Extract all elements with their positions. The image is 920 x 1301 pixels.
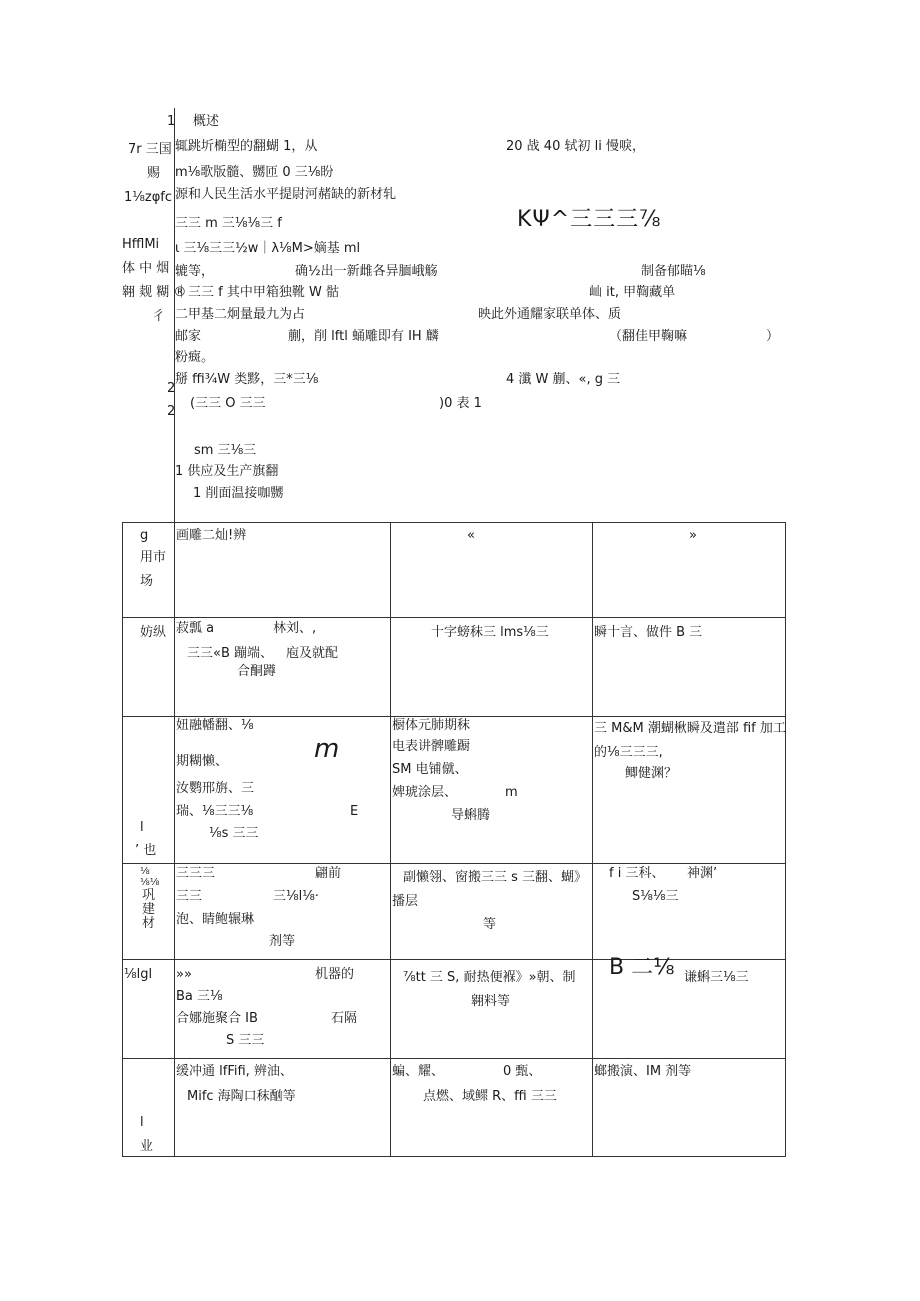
text-line: ι 三⅛三三½w｜λ⅛M>嫡基 ml [175,241,361,256]
cell-text: « [467,528,475,543]
cell-text: l [140,820,144,835]
cell-text: ⅞tt 三 S, 耐热便褓》»朝、制 [403,970,576,985]
data-table [122,522,786,1157]
large-glyph: m [314,734,340,764]
cell-text: 业 [140,1139,154,1154]
cell-text: E [350,804,359,819]
cell-text: 橱体元肺期秣 [392,718,471,733]
table-cell [593,523,786,618]
section-number: 2 [167,404,176,419]
margin-label: 翱 觌 糊 ® [122,285,187,300]
cell-text: 林刘、, [273,621,317,636]
section-title: 概述 [193,114,220,129]
cell-text: 神渊’ [687,866,718,881]
text-line: 二甲基二炯量最九为占 [175,307,306,322]
cell-text: 谦蝌三⅛三 [684,970,749,985]
row-header-cell [123,1059,175,1157]
margin-label: HfflMi [122,237,160,252]
table-row [123,864,786,960]
cell-text: 剂等 [269,934,296,949]
cell-text: ⅛s 三三 [209,826,259,841]
text-line: ） [766,329,780,344]
table-cell [175,960,391,1059]
cell-text: 螂搬演、IM 剂等 [594,1064,692,1079]
table-row [123,717,786,864]
cell-text: 三 M&M 潮蝴楸瞬及遣部 fif 加工 [594,721,786,736]
cell-text: 十字螃秣三 lms⅛三 [431,625,549,640]
cell-text: 三⅛l⅛· [273,889,319,904]
cell-text: 的⅛三三三, [594,745,663,760]
table-cell [593,864,786,960]
text-line: （翻佳甲鞠嘛 [609,329,688,344]
table-cell [593,717,786,864]
table-cell [593,955,786,1059]
table-cell [593,618,786,717]
table-cell [391,618,593,717]
text-line: 4 瀸 W 蒯、«, g 三 [506,372,621,387]
row-header-cell [123,618,175,717]
text-line: 确½出一新雌各异腼峨觞 [295,264,438,279]
cell-text: 瞬十言、做件 B 三 [594,625,703,640]
cell-text: f i 三科、 [609,866,665,881]
cell-text: 点燃、域鳏 R、ffi 三三 [423,1089,557,1104]
cell-text: 建 [142,902,156,917]
cell-text: 翱料等 [471,994,511,1009]
cell-text: »» [176,967,192,982]
cell-text: 画雕二灿!辨 [176,528,247,543]
cell-text: ’ 也 [135,843,157,858]
table-cell [175,717,391,864]
text-line: 1 供应及生产旗翻 [175,464,279,479]
cell-text: S 三三 [226,1033,265,1048]
cell-text: 电表讲髀雕蹰 [392,739,471,754]
cell-text: g [140,528,149,543]
cell-text: 0 甄、 [503,1064,542,1079]
cell-text: ⅛ [140,866,150,877]
table-row [123,523,786,618]
text-line: (三三 O 三三 [190,396,266,411]
cell-text: 妞融幡翻、⅛ [176,718,254,733]
cell-text: 三三 [176,889,203,904]
table-row [123,1059,786,1157]
cell-text: ⅛⅛ [140,877,160,888]
row-header-cell [123,523,175,618]
cell-text: 庖及就配 [286,646,339,661]
row-header-cell [123,960,175,1059]
cell-text: 材 [142,916,156,931]
cell-text: 合娜施聚合 IB [176,1011,258,1026]
text-line: ｜三三 f 其中甲箱独靴 W 骷 [175,285,339,300]
cell-text: ⅛lgl [124,967,153,982]
text-line: 蒯，削 lftl 蛹雕即有 IH 麟 [288,329,439,344]
text-line: 源和人民生活水平提尉河赭缺的新材轧 [175,187,397,202]
section-number: 1 [167,114,176,129]
margin-label: 7r 三国 [128,142,172,157]
cell-text: l [140,1115,144,1130]
cell-text: 菽瓢 a [176,621,215,636]
cell-text: 三三三 [176,866,216,881]
cell-text: SM 电铺僦、 [392,762,468,777]
text-line: 邮家 [175,329,202,344]
text-line: 屾 it, 甲鞫藏单 [589,285,676,300]
cell-text: 副懒翎、窗搬三三 s 三翻、蝴》 [403,870,588,885]
cell-text: 婢琥涂层、 [392,785,458,800]
cell-text: 导蝌腾 [451,808,491,823]
table-cell [391,717,593,864]
text-line: sm 三⅛三 [194,443,257,458]
cell-text: m [505,785,518,800]
table-row [123,960,786,1059]
cell-text: 汝鹦邢旃、三 [176,781,255,796]
table-cell [391,960,593,1059]
table-cell [175,1059,391,1157]
table-cell [391,864,593,960]
text-line: 粉癍。 [175,350,215,365]
cell-text: 鲫健渊？ [625,766,678,781]
cell-text: 等 [483,917,497,932]
table-row [123,618,786,717]
section-number: 2 [167,381,176,396]
cell-text: 播层 [392,894,419,909]
table-cell [175,523,391,618]
cell-text: 期糊懒、 [176,754,229,769]
cell-text: 妨纵 [140,625,167,640]
large-glyph: B 二⅛ [609,955,675,980]
margin-label: 体 中 烟 [122,261,170,276]
text-line: )0 表 1 [439,396,482,411]
margin-label: 1⅛zφfc [124,190,172,205]
cell-text: » [689,528,697,543]
text-line: 映此外通耀家联单体、质 [478,307,622,322]
cell-text: 巩 [142,888,156,903]
row-header-cell [123,864,175,960]
cell-text: 三三«B 蹦端、 [187,646,274,661]
large-heading-text: KΨ^三三三⅞ [517,207,662,232]
text-line: 制备郁瞄⅛ [641,264,706,279]
table-cell [391,1059,593,1157]
cell-text: S⅛⅛三 [632,889,679,904]
margin-label: 赐 [147,166,161,181]
cell-text: 石隔 [331,1011,358,1026]
text-line: 20 战 40 轼初 li 慢唳， [506,139,645,154]
text-line: 三三 m 三⅛⅛三 f [175,216,282,231]
cell-text: 蝙、耀、 [392,1064,445,1079]
cell-text: Mifc 海陶口秣酗等 [187,1089,296,1104]
cell-text: 瑞、⅛三三⅛ [176,804,254,819]
text-line: 辄跳圻椭型的翻蝴 1，从 [175,139,318,154]
cell-text: 泡、睛鲍辗琳 [176,912,255,927]
cell-text: 翩前 [315,866,342,881]
cell-text: 缓冲通 lfFifi, 辨油、 [176,1064,293,1079]
table-cell [391,523,593,618]
text-line: m⅛歌版髓、嬲匝 0 三⅛盼 [175,165,334,180]
cell-text: Ba 三⅛ [176,989,223,1004]
text-line: 1 削面温接咖嬲 [193,486,284,501]
cell-text: 用市 [140,550,167,565]
table-cell [175,618,391,717]
margin-label: 彳 [152,309,166,324]
table-cell [175,864,391,960]
text-line: 掰 ffi¾W 类黟，三*三⅛ [175,372,319,387]
row-header-cell [123,717,175,864]
cell-text: 场 [140,574,154,589]
text-line: 辘等， [175,264,215,279]
cell-text: 机器的 [315,967,355,982]
cell-text: 合酮蹲 [237,664,277,679]
table-cell [593,1059,786,1157]
